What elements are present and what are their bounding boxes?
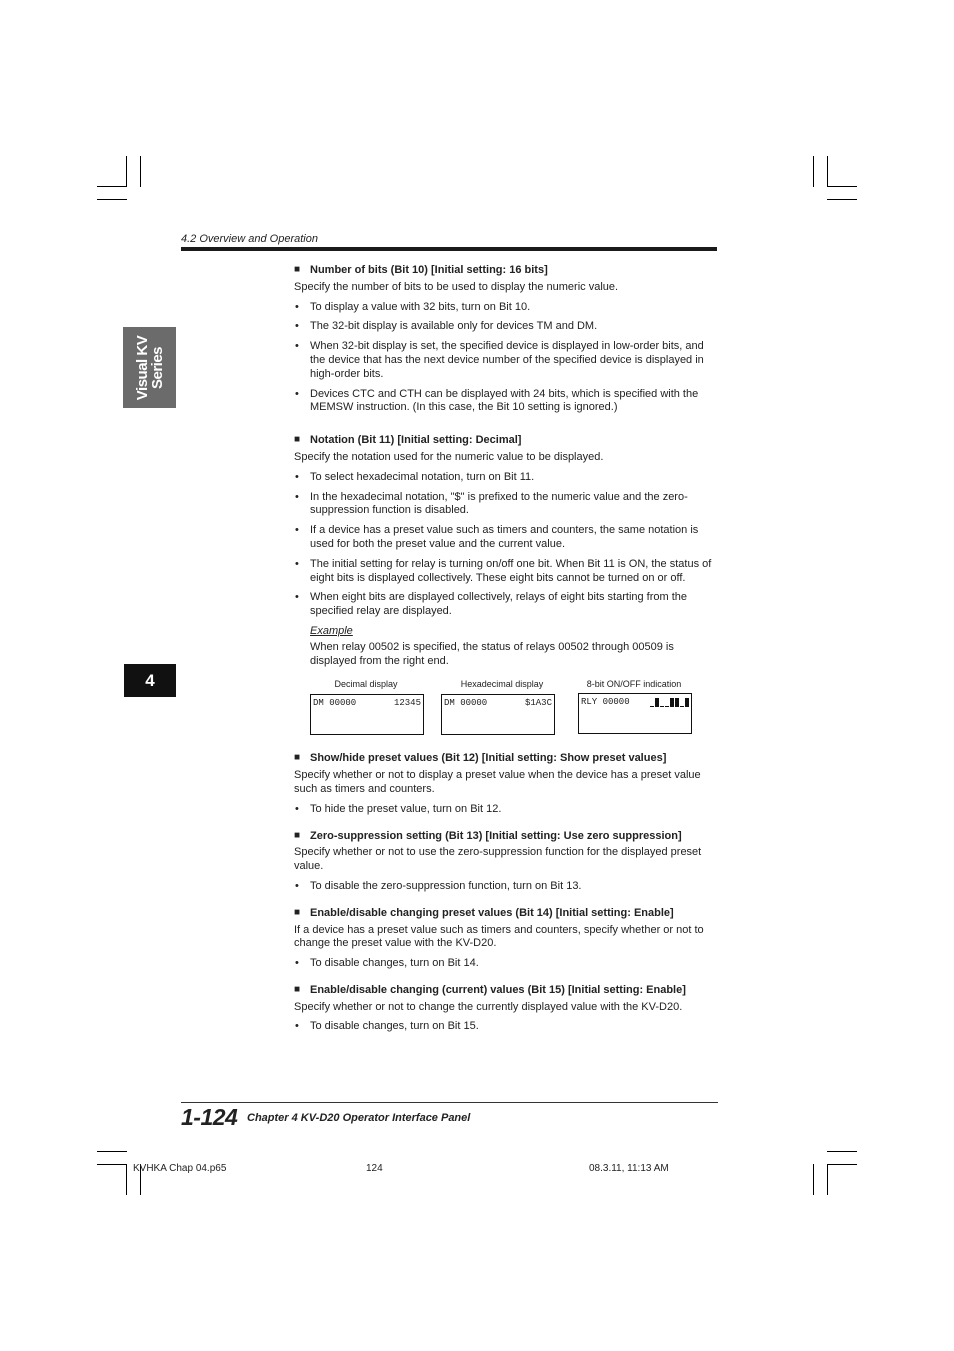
section-body: Specify the number of bits to be used to display the numeric value. [294,280,619,293]
footer-rule [181,1102,718,1103]
crop-mark [126,1164,127,1195]
bullet-item: • Devices CTC and CTH can be displayed with 24 bits, which is specified with the MEMSW instruction. (In this case, the Bit 10 setting is ignored.) [294,388,718,416]
crop-mark [827,156,828,187]
example-text: When relay 00502 is specified, the status of relays 00502 through 00509 is displayed from the right end. [310,640,674,667]
example-block [310,625,718,668]
section-body: Specify whether or not to display a preset value when the device has a preset value such as timers and counters. [294,769,701,795]
section-number-of-bits [294,264,718,415]
bullet-list [294,471,718,619]
bit-off-cell [680,706,684,707]
bullet-item: • To display a value with 32 bits, turn on Bit 10. [294,301,718,315]
footer-chapter: Chapter 4 KV-D20 Operator Interface Panel [247,1112,471,1124]
bullet-item: • To disable the zero-suppression function, turn on Bit 13. [294,880,718,894]
display-caption: Hexadecimal display [460,679,544,689]
sheet-number: 124 [366,1163,383,1174]
bullet-item: • If a device has a preset value such as timers and counters, the same notation is used for both the preset value and the current value. [294,524,718,552]
lcd-line [581,697,689,707]
example-label: Example [310,624,353,637]
crop-mark [97,186,127,187]
lcd-line [313,698,421,708]
file-name: KVHKA Chap 04.p65 [133,1163,227,1174]
section-title: ■ Zero-suppression setting (Bit 13) [Initial setting: Use zero suppression] [294,830,718,844]
crop-mark [813,1164,814,1195]
bit-off-cell [650,706,654,707]
bullet-item: • When eight bits are displayed collectively, relays of eight bits starting from the specified relay are displayed. [294,591,718,619]
bullet-item: • When 32-bit display is set, the specified device is displayed in low-order bits, and the device that has the next device number of the specified device is displayed in high-order bits. [294,340,718,381]
section-body: Specify whether or not to change the currently displayed value with the KV-D20. [294,1000,683,1013]
bullet-list [294,1020,718,1034]
section-change-preset [294,907,718,971]
section-change-current [294,984,718,1034]
bit-indicator-row [650,697,689,707]
crop-mark [827,186,857,187]
bullet-item: • To disable changes, turn on Bit 15. [294,1020,718,1034]
bullet-item: • In the hexadecimal notation, "$" is prefixed to the numeric value and the zero-suppression function is disabled. [294,491,718,519]
bit-on-cell [685,698,689,707]
crop-mark [97,1151,127,1152]
section-title: ■ Notation (Bit 11) [Initial setting: Decimal] [294,434,718,448]
bit-on-cell [670,698,674,707]
crop-mark [97,1164,127,1165]
bullet-item: • The 32-bit display is available only for devices TM and DM. [294,320,718,334]
lcd-device: DM 00000 [444,698,488,708]
lcd-device: RLY 00000 [581,697,630,707]
crop-mark [126,156,127,187]
lcd-value: 12345 [393,698,421,708]
page-number: 1-124 [181,1104,238,1130]
main-content [294,264,718,1040]
crop-mark [827,1164,828,1195]
bullet-item: • To select hexadecimal notation, turn on Bit 11. [294,471,718,485]
crop-mark [827,199,857,200]
bit-off-cell [660,706,664,707]
section-body: Specify whether or not to use the zero-suppression function for the displayed preset value. [294,846,702,873]
side-tab-line2: Series [148,346,166,389]
side-tab-text [135,335,165,399]
lcd-line [444,698,552,708]
side-tab-line1: Visual KV [133,335,151,400]
display-caption: Decimal display [334,679,398,689]
bullet-item: • To disable changes, turn on Bit 14. [294,957,718,971]
crop-mark [827,1164,857,1165]
hex-display-lcd [441,694,555,735]
section-header: 4.2 Overview and Operation [181,233,318,245]
crop-mark [827,1151,857,1152]
bit-on-cell [675,698,679,707]
section-title: ■ Number of bits (Bit 10) [Initial setting: 16 bits] [294,264,718,278]
section-title: ■ Enable/disable changing preset values (Bit 14) [Initial setting: Enable] [294,907,718,921]
print-timestamp: 08.3.11, 11:13 AM [589,1163,669,1174]
bit-on-cell [655,698,659,707]
bit-display-lcd [578,693,692,734]
section-body: If a device has a preset value such as timers and counters, specify whether or not to change the preset value with the KV-D20. [294,923,704,950]
chapter-tab: 4 [124,664,176,697]
crop-mark [140,156,141,187]
display-caption: 8-bit ON/OFF indication [586,679,682,689]
section-title: ■ Enable/disable changing (current) values (Bit 15) [Initial setting: Enable] [294,984,718,998]
lcd-device: DM 00000 [313,698,357,708]
header-rule [181,247,717,251]
bullet-item: • To hide the preset value, turn on Bit 12. [294,803,718,817]
bullet-list [294,301,718,416]
bullet-list [294,880,718,894]
crop-mark [813,156,814,187]
lcd-value: $1A3C [524,698,552,708]
series-side-tab [123,327,176,408]
section-title: ■ Show/hide preset values (Bit 12) [Initial setting: Show preset values] [294,752,718,766]
section-zero-suppression [294,830,718,894]
bullet-item: • The initial setting for relay is turning on/off one bit. When Bit 11 is ON, the status of eight bits is displayed collectively. These eight bits cannot be turned on or off. [294,558,718,586]
bullet-list [294,957,718,971]
decimal-display-lcd [310,694,424,735]
section-notation [294,434,718,668]
bullet-list [294,803,718,817]
crop-mark [97,199,127,200]
section-show-hide-preset [294,752,718,816]
section-body: Specify the notation used for the numeric value to be displayed. [294,450,604,463]
bit-off-cell [665,706,669,707]
